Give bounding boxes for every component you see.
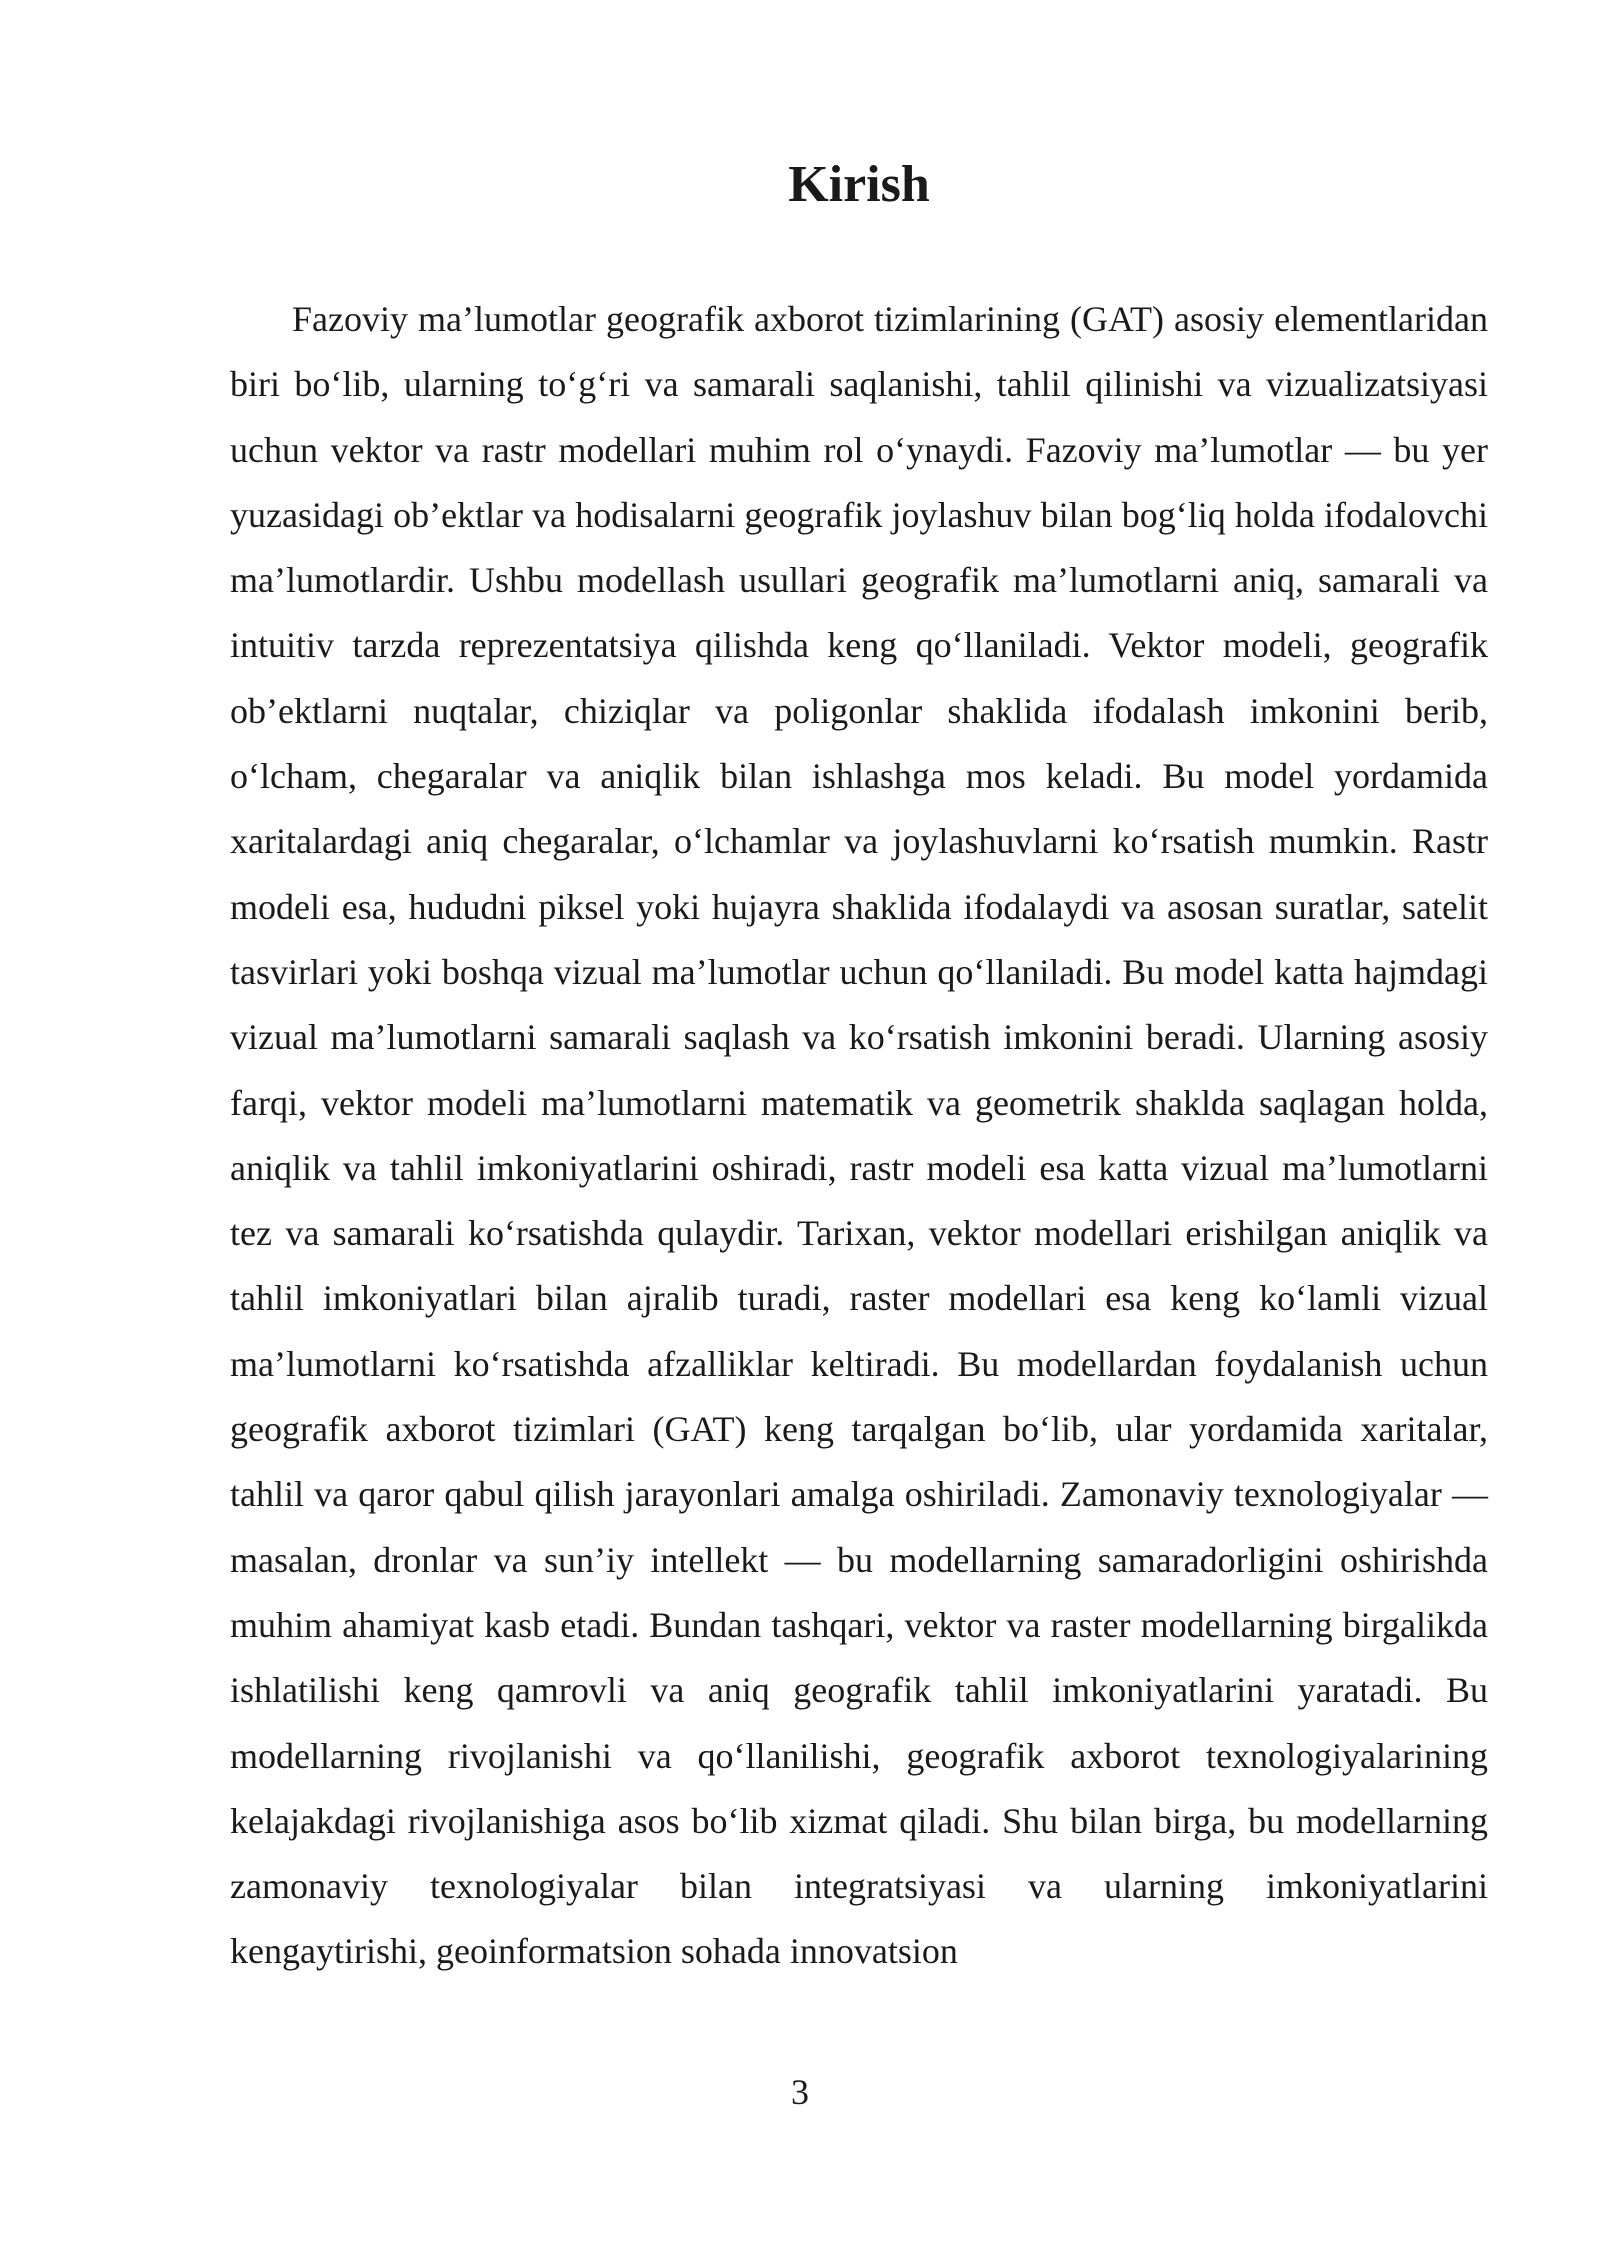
body-paragraph: Fazoviy ma’lumotlar geografik axborot tizimlarining (GAT) asosiy elementlaridan biri bo‘lib, ularning to‘g‘ri va samarali saqlanishi, tahlil qilinishi va vizualizatsiyasi uchun vektor va rastr modellari muhim rol o‘ynaydi. Fazoviy ma’lumotlar — bu yer yuzasidagi ob’ektlar va hodisalarni geografik joylashuv bilan bog‘liq holda ifodalovchi ma’lumotlardir. Ushbu modellash usullari geografik ma’lumotlarni aniq, samarali va intuitiv tarzda reprezentatsiya qilishda keng qo‘llaniladi. Vektor modeli, geografik ob’ektlarni nuqtalar, chiziqlar va poligonlar shaklida ifodalash imkonini berib, o‘lcham, chegaralar va aniqlik bilan ishlashga mos keladi. Bu model yordamida xaritalardagi aniq chegaralar, o‘lchamlar va joylashuvlarni ko‘rsatish mumkin. Rastr modeli esa, hududni piksel yoki hujayra shaklida ifodalaydi va asosan suratlar, satelit tasvirlari yoki boshqa vizual ma’lumotlar uchun qo‘llaniladi. Bu model katta hajmdagi vizual ma’lumotlarni samarali saqlash va ko‘rsatish imkonini beradi. Ularning asosiy farqi, vektor modeli ma’lumotlarni matematik va geometrik shaklda saqlagan holda, aniqlik va tahlil imkoniyatlarini oshiradi, rastr modeli esa katta vizual ma’lumotlarni tez va samarali ko‘rsatishda qulaydir. Tarixan, vektor modellari erishilgan aniqlik va tahlil imkoniyatlari bilan ajralib turadi, raster modellari esa keng ko‘lamli vizual ma’lumotlarni ko‘rsatishda afzalliklar keltiradi. Bu modellardan foydalanish uchun geografik axborot tizimlari (GAT) keng tarqalgan bo‘lib, ular yordamida xaritalar, tahlil va qaror qabul qilish jarayonlari amalga oshiriladi. Zamonaviy texnologiyalar — masalan, dronlar va sun’iy intellekt — bu modellarning samaradorligini oshirishda muhim ahamiyat kasb etadi. Bundan tashqari, vektor va raster modellarning birgalikda ishlatilishi keng qamrovli va aniq geografik tahlil imkoniyatlarini yaratadi. Bu modellarning rivojlanishi va qo‘llanilishi, geografik axborot texnologiyalarining kelajakdagi rivojlanishiga asos bo‘lib xizmat qiladi. Shu bilan birga, bu modellarning zamonaviy texnologiyalar bilan integratsiyasi va ularning imkoniyatlarini kengaytirishi, geoinformatsion sohada innovatsion bbox=[230, 299, 1488, 1972]
page-title: Kirish bbox=[788, 156, 930, 213]
page-number: 3 bbox=[791, 2072, 809, 2112]
